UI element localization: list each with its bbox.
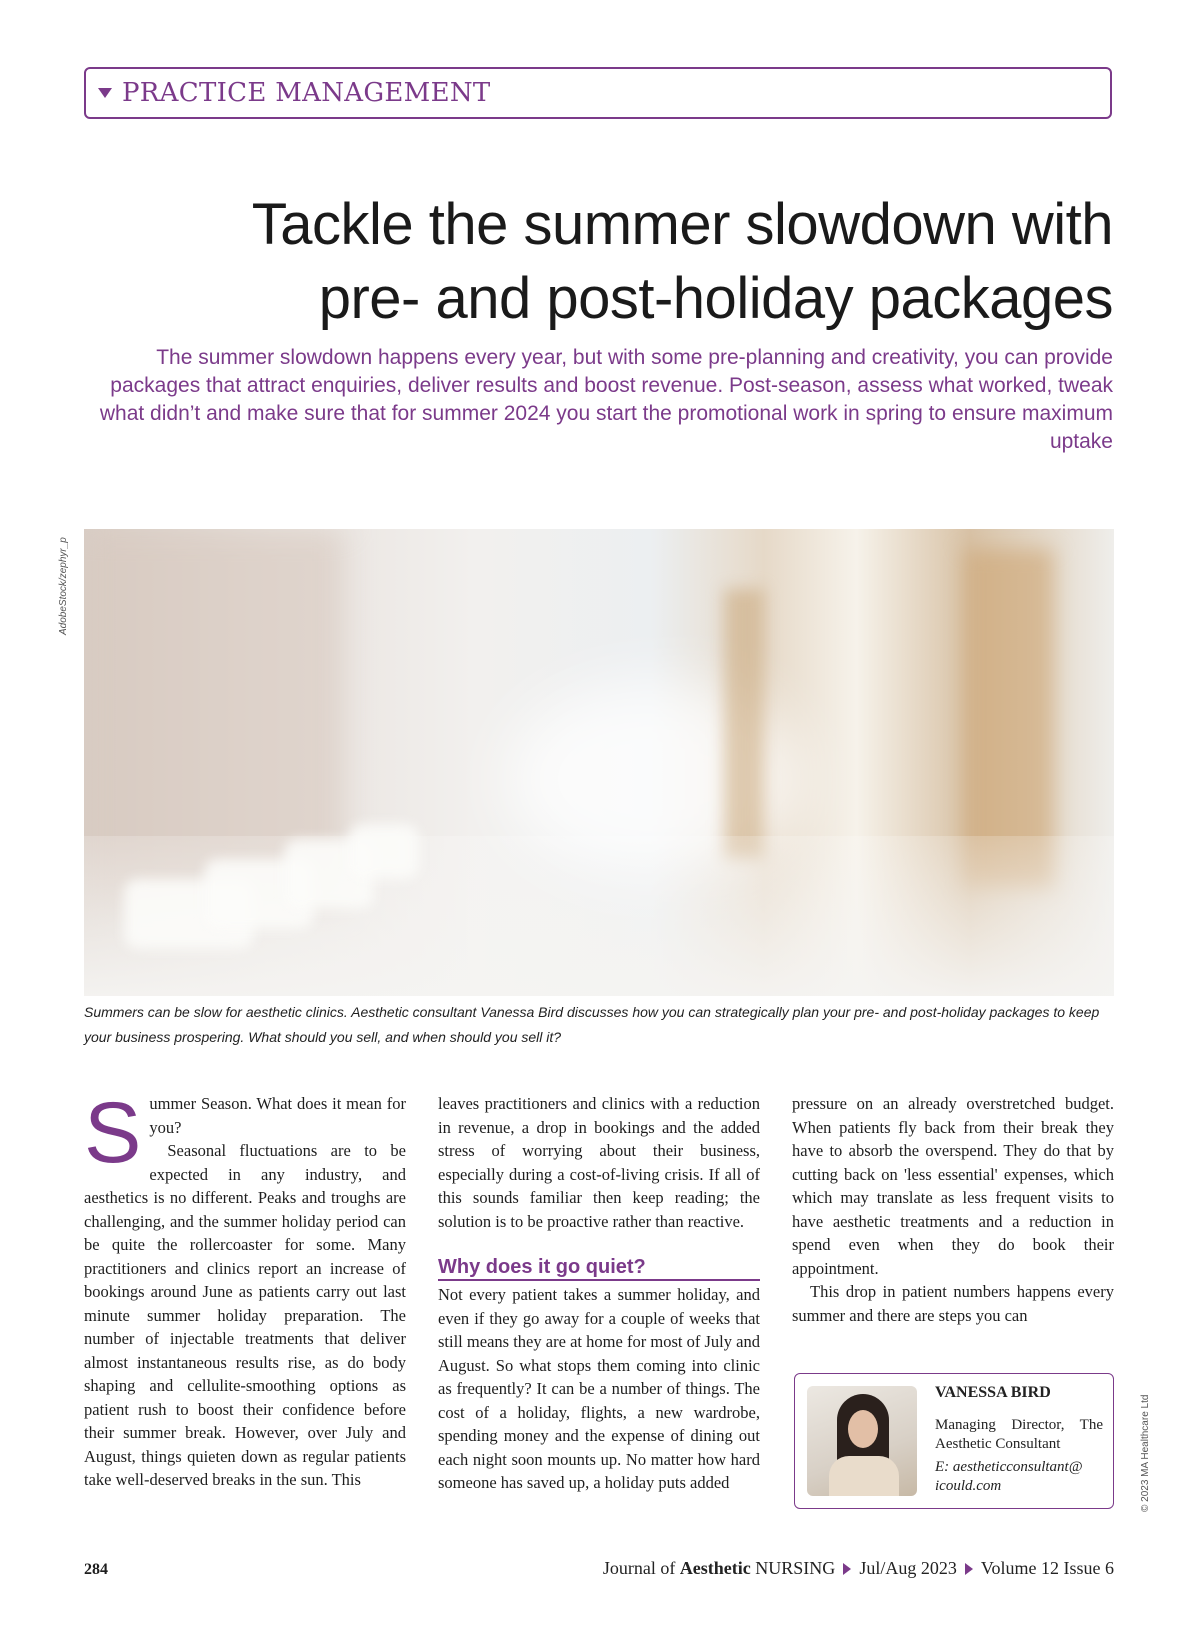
photo-credit: AdobeStock/zephyr_p: [58, 537, 69, 635]
author-box: [794, 1373, 1114, 1509]
drop-cap: S: [84, 1085, 142, 1181]
triangle-down-icon: [98, 88, 112, 98]
journal-prefix: Journal of: [602, 1558, 676, 1578]
body-column-1: [84, 1085, 406, 1492]
section-label: PRACTICE MANAGEMENT: [122, 78, 491, 108]
copyright-notice: © 2023 MA Healthcare Ltd: [1140, 1394, 1151, 1512]
standfirst: The summer slowdown happens every year, but with some pre-planning and creativity, you can provide packages that attract enquiries, deliver results and boost revenue. Post-season, assess what worked, tweak what didn’t and make sure that for summer 2024 you start the promotional work in spring to ensure maximum uptake: [99, 346, 1113, 453]
title-line-2: pre- and post-holiday packages: [318, 266, 1113, 331]
opening-paragraph: [84, 1085, 406, 1181]
paragraph-4: This drop in patient numbers happens every summer and there are steps you can: [792, 1282, 1114, 1325]
author-photo: [807, 1386, 917, 1496]
paragraph-3: Not every patient takes a summer holiday, and even if they go away for a couple of weeks that still means they are at home for most of July and August. So what stops them coming into clinic as frequently? It can be a number of things. The cost of a holiday, flights, a new wardrobe, spending money and the expense of dining out each night soon mounts up. No matter how hard someone has saved up, a holiday puts added: [438, 1285, 760, 1492]
journal-bold: Aesthetic: [679, 1558, 751, 1578]
title-line-1: Tackle the summer slowdown with: [251, 192, 1113, 257]
arrow-right-icon: [965, 1563, 973, 1575]
arrow-right-icon: [843, 1563, 851, 1575]
section-banner: [84, 67, 1112, 119]
journal-suffix: NURSING: [755, 1558, 836, 1578]
image-caption: Summers can be slow for aesthetic clinics. Aesthetic consultant Vanessa Bird discusses how you can strategically plan your pre- and post-holiday packages to keep your business prospering. What should you sell, and when should you sell it?: [84, 1004, 1100, 1045]
volume-issue: Volume 12 Issue 6: [980, 1558, 1114, 1578]
page-number: 284: [84, 1561, 108, 1578]
paragraph-continued: pressure on an already overstretched budget. When patients fly back from their break they have to absorb the overspend. They do that by cutting back on 'less essential' expenses, which which may translate as less frequent visits to have aesthetic treatments and a reduction in spend even when they do book their appointment.: [792, 1094, 1114, 1278]
hero-image: [84, 529, 1114, 996]
body-column-3: [792, 1092, 1114, 1327]
article-title: [150, 188, 1113, 336]
author-name: VANESSA BIRD: [935, 1384, 1051, 1401]
issue-date: Jul/Aug 2023: [859, 1558, 957, 1578]
paragraph-continued: leaves practitioners and clinics with a reduction in revenue, a drop in bookings and the added stress of worrying about their business, especially during a cost-of-living crisis. If all of this sounds familiar then keep reading; the solution is to be proactive rather than reactive.: [438, 1094, 760, 1231]
paragraph-2: Seasonal fluctuations are to be expected in any industry, and aesthetics is no different. Peaks and troughs are challenging, and the summer holiday period can be quite the rollercoaster for some. Many practitioners and clinics report an increase of bookings around June as patients carry out last minute summer holiday preparation. The number of injectable treatments that deliver almost instantaneous results rise, as do body shaping and cellulite-smoothing options as patient rush to boost their confidence before their summer break. However, over July and August, things quieten down as regular patients take well-deserved breaks in the sun. This: [84, 1141, 406, 1489]
paragraph-1: ummer Season. What does it mean for you?: [149, 1094, 406, 1137]
author-email: E: aestheticconsultant@ icould.com: [935, 1459, 1083, 1494]
body-column-2: [438, 1092, 760, 1495]
author-role: Managing Director, The Aesthetic Consultant: [935, 1417, 1103, 1452]
journal-footer: [603, 1558, 1114, 1579]
section-subhead: Why does it go quiet?: [438, 1255, 760, 1281]
